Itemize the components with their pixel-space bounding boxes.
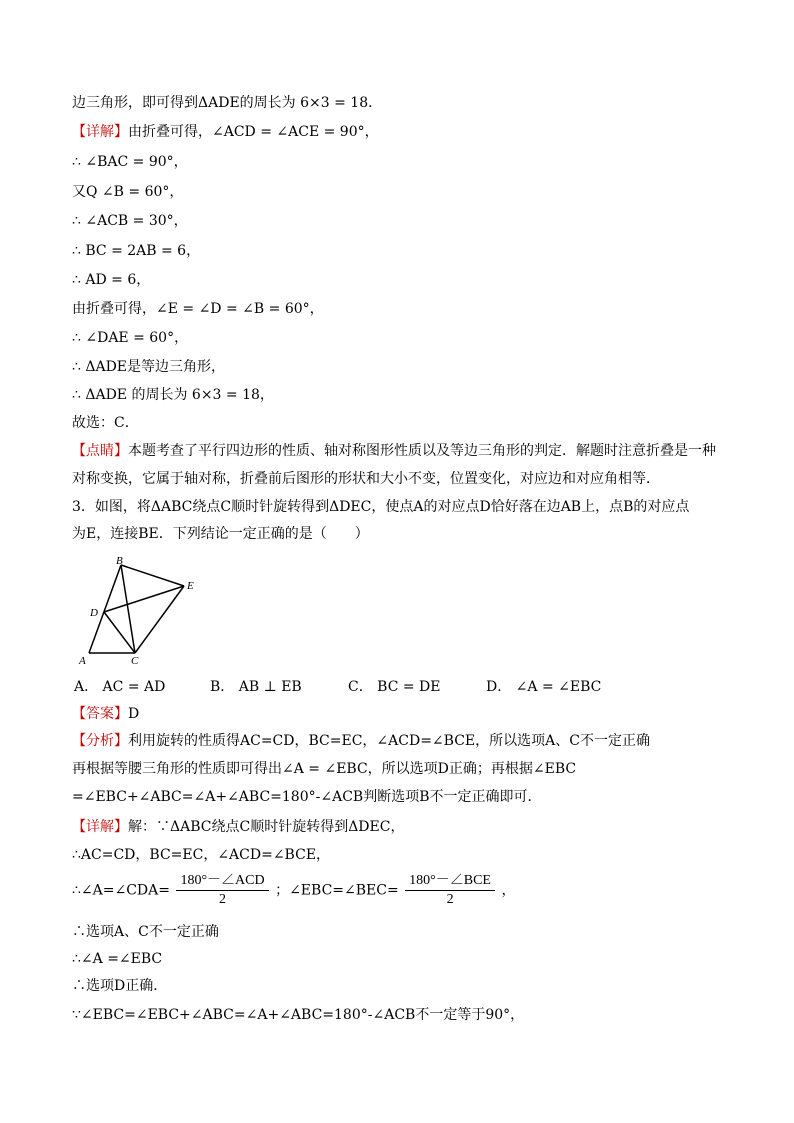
comment-tag: 【点睛】 [72, 443, 128, 459]
analysis-line [72, 731, 650, 751]
text-line: ∴ ΔADE是等边三角形， [72, 359, 226, 375]
detail2-text: 解：∵ΔABC绕点C顺时针旋转得到ΔDEC， [128, 819, 405, 835]
option-d: D． ∠A = ∠EBC [486, 679, 602, 695]
fraction-2 [405, 872, 495, 909]
option-a: A． AC = AD [74, 679, 166, 695]
answer-value: D [128, 706, 140, 722]
text-line: ∴ AD = 6， [72, 272, 151, 288]
question-line: 为E，连接BE．下列结论一定正确的是（ ） [72, 526, 369, 542]
geometry-figure [74, 556, 204, 668]
fraction-1-numerator: 180°－∠ACD [176, 872, 268, 891]
segment-de [104, 586, 184, 612]
label-b: B [116, 556, 123, 567]
label-e: E [187, 580, 194, 592]
analysis-line: 再根据等腰三角形的性质即可得出∠A = ∠EBC，所以选项D正确；再根据∠EBC [72, 761, 577, 777]
text-line: 由折叠可得，∠E = ∠D = ∠B = 60°， [72, 301, 324, 317]
detail-line [72, 122, 379, 142]
segment-ce [135, 586, 184, 653]
detail2-tag: 【详解】 [72, 819, 128, 835]
text-line: 故选：C． [72, 415, 139, 431]
option-c: C． BC = DE [348, 679, 441, 695]
fraction-suffix: ， [501, 882, 516, 899]
answer-line [72, 704, 139, 724]
detail2-line: ∴AC=CD，BC=EC，∠ACD=∠BCE， [72, 847, 331, 863]
detail2-line: ∴∠A =∠EBC [72, 951, 163, 967]
fraction-2-denominator: 2 [446, 892, 454, 907]
label-c: C [131, 655, 139, 667]
comment-text: 本题考查了平行四边形的性质、轴对称图形性质以及等边三角形的判定．解题时注意折叠是一种 [128, 443, 716, 459]
fraction-line [72, 872, 515, 909]
text-line: ∴ ΔADE 的周长为 6×3 = 18， [72, 387, 274, 403]
segment-dc [104, 612, 135, 653]
option-b: B． AB ⊥ EB [210, 679, 302, 695]
detail2-line: ∴选项D正确． [72, 978, 168, 994]
fraction-middle: ；∠EBC=∠BEC= [275, 882, 399, 899]
detail2-line: ∵∠EBC=∠EBC+∠ABC=∠A+∠ABC=180°-∠ACB不一定等于90°， [72, 1007, 525, 1023]
analysis-tag: 【分析】 [72, 733, 128, 749]
label-d: D [90, 607, 98, 619]
fraction-1-denominator: 2 [219, 892, 227, 907]
text-line: 又Q ∠B = 60°， [72, 184, 184, 200]
fraction-2-numerator: 180°－∠BCE [405, 872, 495, 891]
answer-tag: 【答案】 [72, 706, 128, 722]
question-line: 3．如图，将ΔABC绕点C顺时针旋转得到ΔDEC，使点A的对应点D恰好落在边AB上，点B的对应点 [72, 499, 690, 515]
fraction-prefix: ∴∠A=∠CDA= [72, 882, 170, 899]
text-line: ∴ ∠ACB = 30°， [72, 213, 188, 229]
fraction-1 [176, 872, 268, 909]
label-a: A [79, 655, 86, 667]
analysis-line: =∠EBC+∠ABC=∠A+∠ABC=180°-∠ACB判断选项B不一定正确即可． [72, 789, 542, 805]
segment-bc [121, 565, 135, 653]
text-line: ∴ BC = 2AB = 6， [72, 243, 201, 259]
detail2-line: ∴选项A、C不一定正确 [72, 924, 219, 940]
text-line: ∴ ∠DAE = 60°， [72, 330, 189, 346]
detail2-line [72, 817, 404, 837]
text-line: 边三角形，即可得到ΔADE的周长为 6×3 = 18． [72, 95, 383, 111]
segment-be [121, 565, 184, 586]
detail-tag: 【详解】 [72, 124, 128, 140]
analysis-text: 利用旋转的性质得AC=CD，BC=EC，∠ACD=∠BCE，所以选项A、C不一定正确 [128, 733, 650, 749]
text-line: ∴ ∠BAC = 90°， [72, 154, 188, 170]
text-line: 对称变换，它属于轴对称，折叠前后图形的形状和大小不变，位置变化，对应边和对应角相等． [72, 471, 660, 487]
comment-line [72, 441, 716, 461]
detail-text: 由折叠可得，∠ACD = ∠ACE = 90°， [128, 124, 379, 140]
